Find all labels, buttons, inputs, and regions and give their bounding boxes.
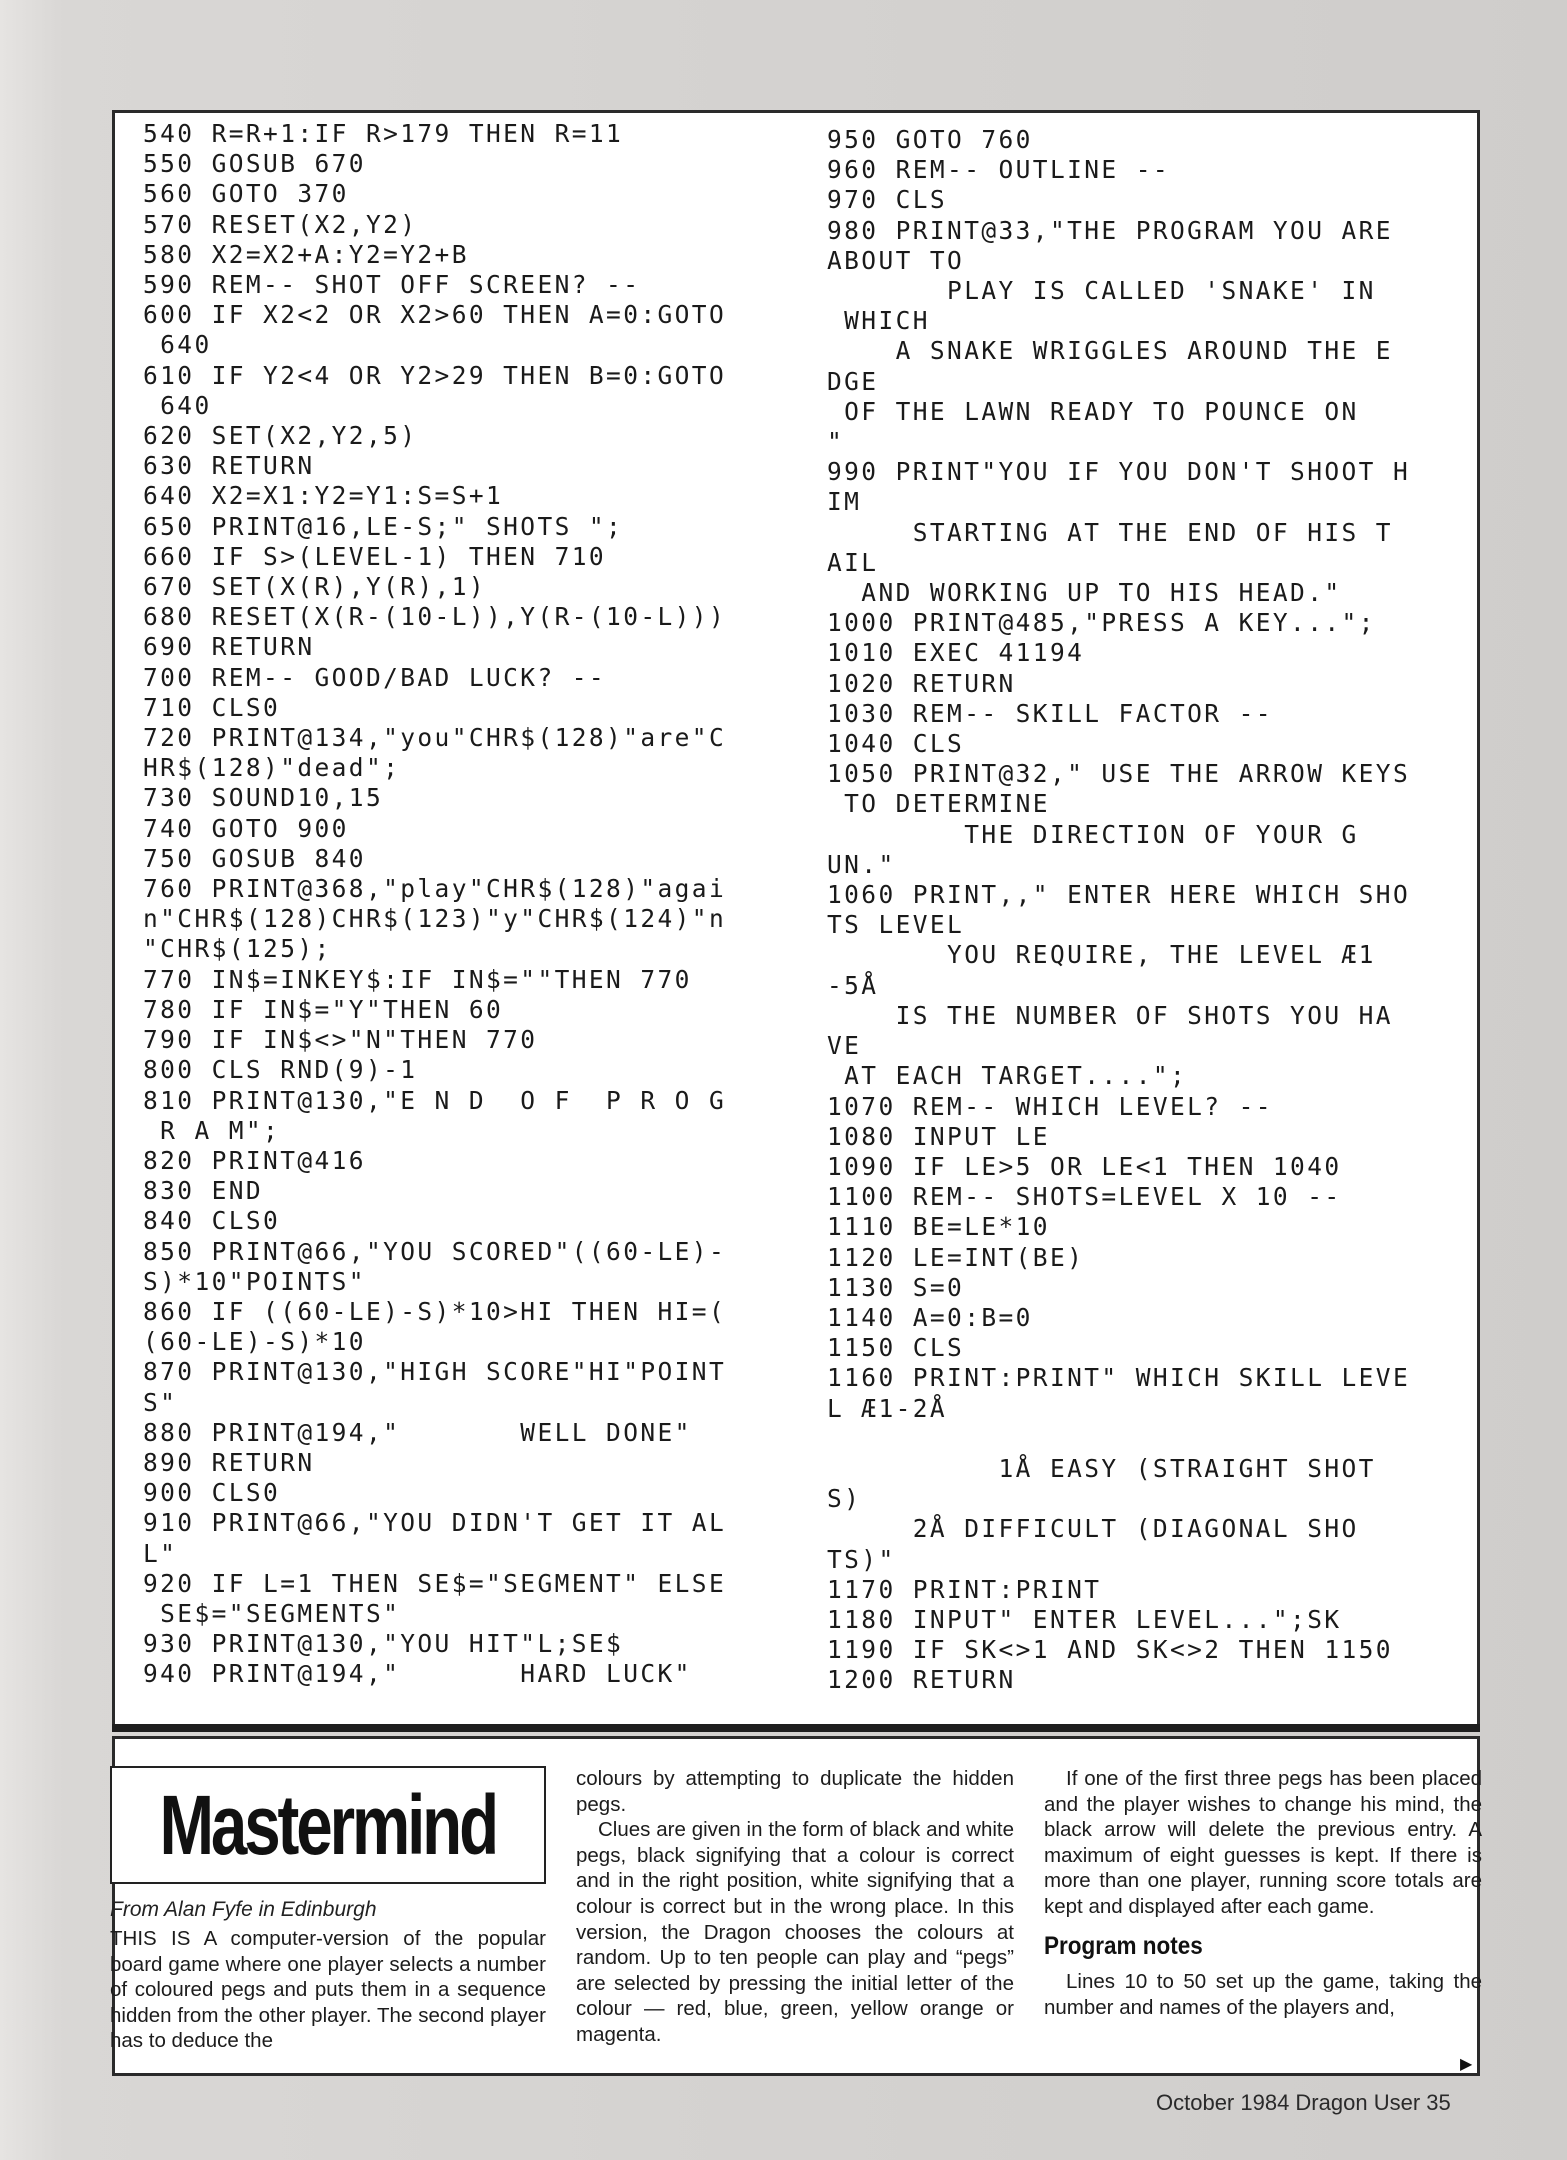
code-line: -5Å	[827, 970, 879, 1000]
code-line: 1090 IF LE>5 OR LE<1 THEN 1040	[827, 1151, 1342, 1181]
code-line: VE	[827, 1031, 862, 1061]
code-line: 1070 REM-- WHICH LEVEL? --	[827, 1091, 1273, 1121]
code-line: (60-LE)-S)*10	[143, 1327, 366, 1357]
code-line: 1Å EASY (STRAIGHT SHOT	[827, 1453, 1376, 1483]
article-column-2	[576, 1766, 1014, 2048]
code-line: OF THE LAWN READY TO POUNCE ON	[827, 396, 1359, 426]
code-line: 850 PRINT@66,"YOU SCORED"((60-LE)-	[143, 1236, 727, 1266]
code-line: 870 PRINT@130,"HIGH SCORE"HI"POINT	[143, 1357, 727, 1387]
code-line: 1150 CLS	[827, 1333, 965, 1363]
code-line: S)	[827, 1484, 862, 1514]
code-line: L Æ1-2Å	[827, 1393, 948, 1423]
code-line: L"	[143, 1538, 178, 1568]
code-line: "	[827, 427, 845, 457]
code-line: 730 SOUND10,15	[143, 783, 384, 813]
page-footer: October 1984 Dragon User 35	[1156, 2090, 1451, 2115]
code-line: UN."	[827, 849, 896, 879]
code-line: 800 CLS RND(9)-1	[143, 1055, 418, 1085]
code-line: IM	[827, 487, 862, 517]
code-line: DGE	[827, 366, 879, 396]
code-line: 840 CLS0	[143, 1206, 281, 1236]
article-title: Mastermind	[159, 1777, 497, 1872]
code-line: 960 REM-- OUTLINE --	[827, 155, 1171, 185]
code-line: STARTING AT THE END OF HIS T	[827, 517, 1393, 547]
code-line: 780 IF IN$="Y"THEN 60	[143, 994, 504, 1024]
code-line: 640	[143, 330, 212, 360]
code-line: 810 PRINT@130,"E N D O F P R O G	[143, 1085, 727, 1115]
code-line: 770 IN$=INKEY$:IF IN$=""THEN 770	[143, 964, 692, 994]
article-byline: From Alan Fyfe in Edinburgh	[110, 1898, 377, 1921]
code-line: 1160 PRINT:PRINT" WHICH SKILL LEVE	[827, 1363, 1411, 1393]
code-line: THE DIRECTION OF YOUR G	[827, 819, 1359, 849]
code-line: WHICH	[827, 306, 930, 336]
code-line: 990 PRINT"YOU IF YOU DON'T SHOOT H	[827, 457, 1411, 487]
code-line: A SNAKE WRIGGLES AROUND THE E	[827, 336, 1393, 366]
code-line: 1080 INPUT LE	[827, 1121, 1050, 1151]
article-title-box	[110, 1766, 546, 1884]
code-line: HR$(128)"dead";	[143, 753, 401, 783]
article-column-3	[1044, 1766, 1482, 2020]
code-line: 950 GOTO 760	[827, 125, 1033, 154]
code-line: 2Å DIFFICULT (DIAGONAL SHO	[827, 1514, 1359, 1544]
section-subheading: Program notes	[1044, 1931, 1203, 1960]
code-line: 980 PRINT@33,"THE PROGRAM YOU ARE	[827, 215, 1393, 245]
continue-arrow-icon: ▶	[1460, 2056, 1473, 2073]
code-line: 1130 S=0	[827, 1272, 965, 1302]
code-line: 1000 PRINT@485,"PRESS A KEY...";	[827, 608, 1376, 638]
code-line: 650 PRINT@16,LE-S;" SHOTS ";	[143, 511, 624, 541]
code-line: n"CHR$(128)CHR$(123)"y"CHR$(124)"n	[143, 904, 727, 934]
code-line: 580 X2=X2+A:Y2=Y2+B	[143, 239, 469, 269]
code-line: 1180 INPUT" ENTER LEVEL...";SK	[827, 1604, 1342, 1634]
code-line: 880 PRINT@194," WELL DONE"	[143, 1417, 692, 1447]
code-line: TO DETERMINE	[827, 789, 1050, 819]
code-line: 750 GOSUB 840	[143, 843, 366, 873]
listing-column-right	[827, 125, 1467, 1696]
program-listing-box	[112, 110, 1480, 1730]
article-paragraph: colours by attempting to duplicate the hidden pegs.	[576, 1767, 1014, 1816]
code-line: PLAY IS CALLED 'SNAKE' IN	[827, 276, 1376, 306]
code-line	[827, 1424, 1467, 1454]
code-line: 660 IF S>(LEVEL-1) THEN 710	[143, 541, 607, 571]
code-line: 1120 LE=INT(BE)	[827, 1242, 1085, 1272]
code-line: 820 PRINT@416	[143, 1145, 366, 1175]
code-line: 590 REM-- SHOT OFF SCREEN? --	[143, 270, 641, 300]
code-line: 550 GOSUB 670	[143, 149, 366, 179]
code-line: 740 GOTO 900	[143, 813, 349, 843]
code-line: 1140 A=0:B=0	[827, 1302, 1033, 1332]
code-line: AND WORKING UP TO HIS HEAD."	[827, 578, 1342, 608]
code-line: AIL	[827, 547, 879, 577]
article-paragraph: If one of the first three pegs has been placed and the player wishes to change his mind, the black arrow will delete the previous entry. A maximum of eight guesses is kept. If there is more than one player, running score totals are kept and displayed after each game.	[1044, 1767, 1482, 1918]
code-line: 920 IF L=1 THEN SE$="SEGMENT" ELSE	[143, 1568, 727, 1598]
code-line: 640	[143, 390, 212, 420]
article-paragraph: Clues are given in the form of black and white pegs, black signifying that a colour is correct and in the right position, white signifying that a colour is correct but in the wrong place. In this version, the Dragon chooses the colours at random. Up to ten people can play and “pegs” are selected by pressing the initial letter of the colour — red, blue, green, yellow orange or magenta.	[576, 1818, 1014, 2046]
article-paragraph: THIS IS A computer-version of the popular board game where one player selects a number of coloured pegs and puts them in a sequence hidden from the other player. The second player has to deduce the	[110, 1927, 546, 2053]
article-paragraph: Lines 10 to 50 set up the game, taking the number and names of the players and,	[1044, 1970, 1482, 2019]
code-line: 630 RETURN	[143, 451, 315, 481]
code-line: TS LEVEL	[827, 910, 965, 940]
code-line: 910 PRINT@66,"YOU DIDN'T GET IT AL	[143, 1508, 727, 1538]
article-column-1	[110, 1926, 546, 2054]
code-line: TS)"	[827, 1544, 896, 1574]
code-line: 930 PRINT@130,"YOU HIT"L;SE$	[143, 1629, 624, 1659]
code-line: 860 IF ((60-LE)-S)*10>HI THEN HI=(	[143, 1296, 727, 1326]
code-line: 970 CLS	[827, 185, 948, 215]
code-line: 1040 CLS	[827, 729, 965, 759]
code-line: 700 REM-- GOOD/BAD LUCK? --	[143, 662, 607, 692]
code-line: 900 CLS0	[143, 1478, 281, 1508]
code-line: 710 CLS0	[143, 692, 281, 722]
code-line: 610 IF Y2<4 OR Y2>29 THEN B=0:GOTO	[143, 360, 727, 390]
code-line: 1030 REM-- SKILL FACTOR --	[827, 698, 1273, 728]
code-line: ABOUT TO	[827, 245, 965, 275]
code-line: 890 RETURN	[143, 1447, 315, 1477]
code-line: 1010 EXEC 41194	[827, 638, 1085, 668]
code-line: 670 SET(X(R),Y(R),1)	[143, 572, 487, 602]
code-line: 600 IF X2<2 OR X2>60 THEN A=0:GOTO	[143, 300, 727, 330]
code-line: 1050 PRINT@32," USE THE ARROW KEYS	[827, 759, 1411, 789]
code-line: 570 RESET(X2,Y2)	[143, 209, 418, 239]
section-divider	[112, 1724, 1480, 1732]
code-line: 940 PRINT@194," HARD LUCK"	[143, 1659, 692, 1689]
code-line: 1170 PRINT:PRINT	[827, 1574, 1102, 1604]
code-line: 1060 PRINT,," ENTER HERE WHICH SHO	[827, 880, 1411, 910]
code-line: S"	[143, 1387, 178, 1417]
code-line: 620 SET(X2,Y2,5)	[143, 421, 418, 451]
code-line: IS THE NUMBER OF SHOTS YOU HA	[827, 1000, 1393, 1030]
code-line: 1190 IF SK<>1 AND SK<>2 THEN 1150	[827, 1635, 1393, 1665]
code-line: R A M";	[143, 1115, 281, 1145]
code-line: 1100 REM-- SHOTS=LEVEL X 10 --	[827, 1182, 1342, 1212]
code-line: 560 GOTO 370	[143, 179, 349, 209]
code-line: AT EACH TARGET....";	[827, 1061, 1188, 1091]
code-line: 760 PRINT@368,"play"CHR$(128)"agai	[143, 874, 727, 904]
code-line: 680 RESET(X(R-(10-L)),Y(R-(10-L)))	[143, 602, 727, 632]
code-line: 830 END	[143, 1176, 264, 1206]
code-line: 690 RETURN	[143, 632, 315, 662]
code-line: SE$="SEGMENTS"	[143, 1598, 401, 1628]
code-line: "CHR$(125);	[143, 934, 332, 964]
code-line: 790 IF IN$<>"N"THEN 770	[143, 1025, 538, 1055]
code-line: 540 R=R+1:IF R>179 THEN R=11	[143, 119, 624, 148]
code-line: 1200 RETURN	[827, 1665, 1016, 1695]
code-line: 640 X2=X1:Y2=Y1:S=S+1	[143, 481, 504, 511]
listing-column-left	[143, 119, 793, 1690]
code-line: 1110 BE=LE*10	[827, 1212, 1050, 1242]
code-line: S)*10"POINTS"	[143, 1266, 366, 1296]
code-line: 1020 RETURN	[827, 668, 1016, 698]
code-line: YOU REQUIRE, THE LEVEL Æ1	[827, 940, 1376, 970]
code-line: 720 PRINT@134,"you"CHR$(128)"are"C	[143, 723, 727, 753]
